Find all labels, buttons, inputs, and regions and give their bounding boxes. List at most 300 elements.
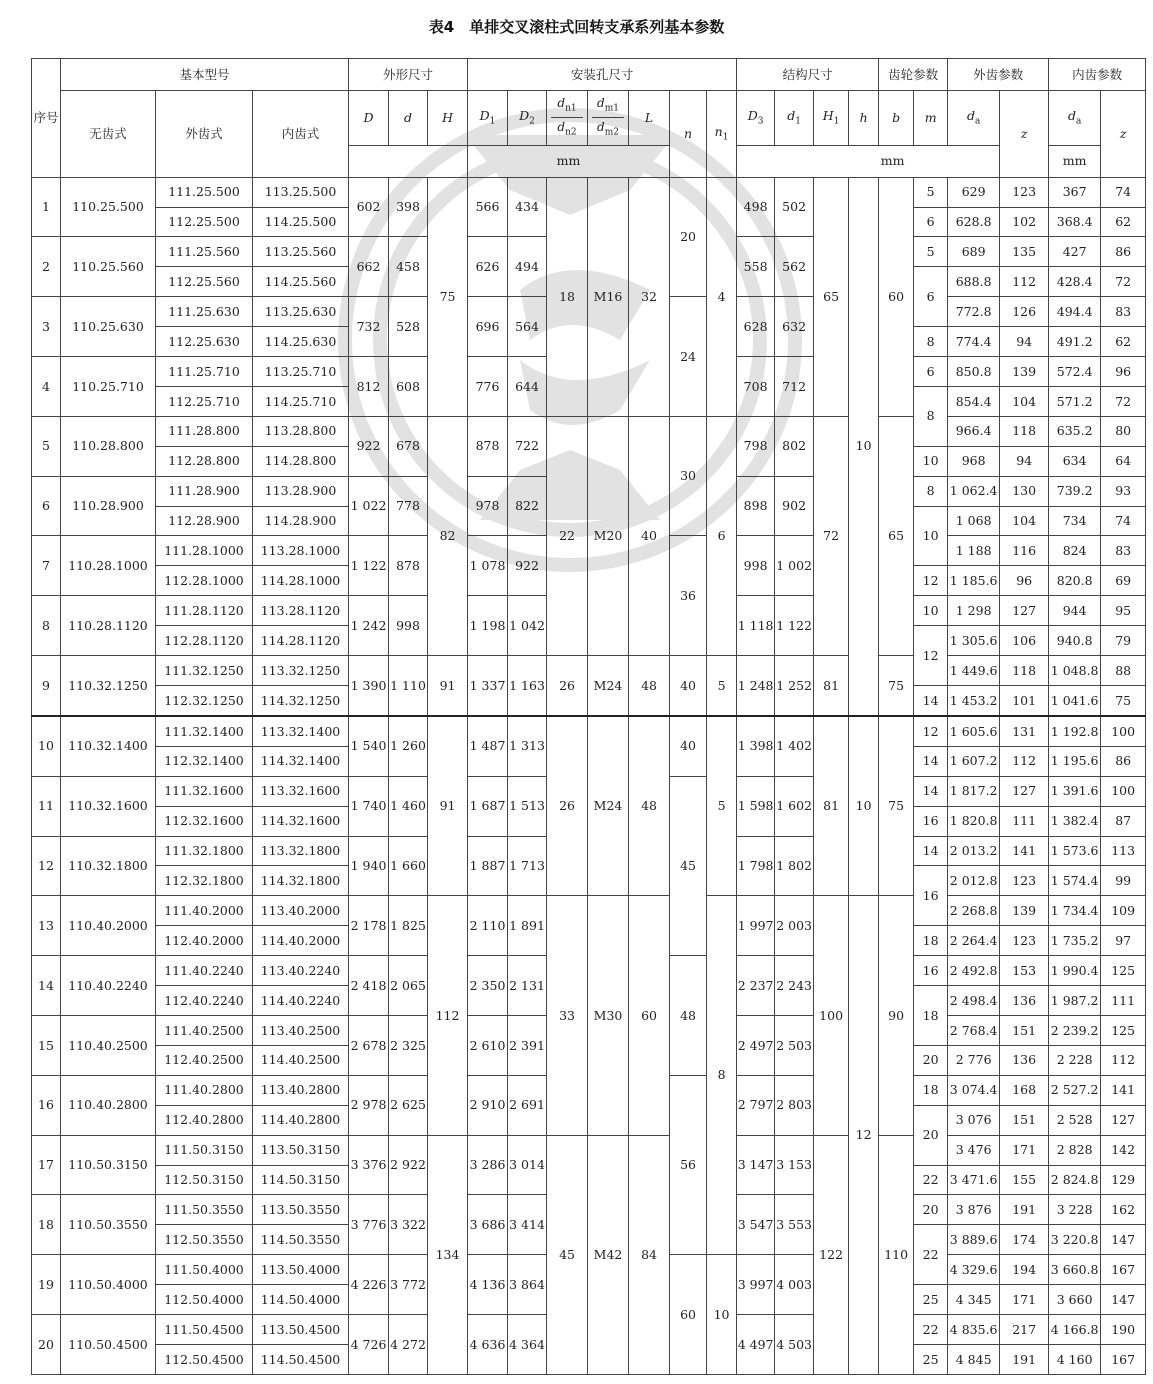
struct-D3: 1 798 <box>737 836 775 896</box>
int-z: 83 <box>1101 536 1146 566</box>
ext-da: 4 345 <box>948 1285 1000 1315</box>
model-no-gear: 110.25.560 <box>61 237 156 297</box>
header-D1-symbol: D <box>479 107 490 123</box>
length-L: 40 <box>629 416 670 655</box>
model-int-gear: 113.28.1120 <box>253 596 349 626</box>
hole-dn: 22 <box>547 416 588 655</box>
table-row <box>32 896 1146 926</box>
int-da: 1 382.4 <box>1049 806 1101 836</box>
int-z: 87 <box>1101 806 1146 836</box>
mount-D1: 878 <box>468 416 508 476</box>
model-int-gear: 114.32.1400 <box>253 746 349 776</box>
struct-d1: 2 003 <box>775 896 814 956</box>
ext-da: 1 188 <box>948 536 1000 566</box>
model-int-gear: 113.40.2240 <box>253 956 349 986</box>
model-ext-gear: 112.50.4500 <box>156 1344 253 1374</box>
int-z: 147 <box>1101 1225 1146 1255</box>
header-d-symbol: d <box>404 109 413 125</box>
gear-m: 12 <box>914 626 948 686</box>
int-z: 93 <box>1101 476 1146 506</box>
model-int-gear: 114.50.3150 <box>253 1165 349 1195</box>
gear-m: 20 <box>914 1045 948 1075</box>
model-ext-gear: 112.25.630 <box>156 327 253 357</box>
int-da: 427 <box>1049 237 1101 267</box>
mount-D1: 1 337 <box>468 656 508 716</box>
ext-da: 4 835.6 <box>948 1315 1000 1345</box>
ext-z: 104 <box>1000 386 1049 416</box>
int-z: 113 <box>1101 836 1146 866</box>
ext-da: 1 605.6 <box>948 716 1000 746</box>
model-int-gear: 114.25.710 <box>253 386 349 416</box>
struct-d1: 3 153 <box>775 1135 814 1195</box>
gear-m: 22 <box>914 1165 948 1195</box>
gear-b: 60 <box>879 177 914 416</box>
ext-z: 130 <box>1000 476 1049 506</box>
inner-d: 1 660 <box>389 836 428 896</box>
struct-d1: 1 402 <box>775 716 814 776</box>
ext-z: 191 <box>1000 1344 1049 1374</box>
ext-z: 174 <box>1000 1225 1049 1255</box>
holes-n1: 6 <box>707 416 737 655</box>
int-z: 64 <box>1101 446 1146 476</box>
model-no-gear: 110.25.500 <box>61 177 156 237</box>
header-seq: 序号 <box>32 59 61 178</box>
gear-b: 75 <box>879 716 914 896</box>
struct-D3: 998 <box>737 536 775 596</box>
ext-z: 106 <box>1000 626 1049 656</box>
int-z: 125 <box>1101 1016 1146 1046</box>
seq-cell: 19 <box>32 1255 61 1315</box>
ext-z: 131 <box>1000 716 1049 746</box>
unit-cell <box>349 145 468 177</box>
int-da: 2 239.2 <box>1049 1016 1101 1046</box>
table-title: 表4 单排交叉滚柱式回转支承系列基本参数 <box>428 18 725 36</box>
int-z: 72 <box>1101 267 1146 297</box>
outer-D: 3 776 <box>349 1195 389 1255</box>
holes-n: 60 <box>670 1255 707 1375</box>
struct-D3: 2 237 <box>737 956 775 1016</box>
header-H <box>428 90 468 145</box>
ext-da: 1 453.2 <box>948 686 1000 716</box>
model-int-gear: 113.28.800 <box>253 416 349 446</box>
model-ext-gear: 112.50.4000 <box>156 1285 253 1315</box>
ext-z: 168 <box>1000 1075 1049 1105</box>
ext-da: 772.8 <box>948 297 1000 327</box>
inner-d: 1 260 <box>389 716 428 776</box>
ext-z: 217 <box>1000 1315 1049 1345</box>
ext-z: 135 <box>1000 237 1049 267</box>
ext-da: 3 876 <box>948 1195 1000 1225</box>
ext-z: 191 <box>1000 1195 1049 1225</box>
header-b-symbol: b <box>892 109 901 125</box>
int-z: 86 <box>1101 746 1146 776</box>
header-n1-symbol: n <box>714 123 723 139</box>
model-ext-gear: 112.25.500 <box>156 207 253 237</box>
inner-d: 2 325 <box>389 1016 428 1076</box>
model-ext-gear: 112.50.3550 <box>156 1225 253 1255</box>
ext-z: 151 <box>1000 1105 1049 1135</box>
outer-D: 2 978 <box>349 1075 389 1135</box>
mount-D2: 2 691 <box>508 1075 547 1135</box>
gear-b: 75 <box>879 656 914 716</box>
struct-H1: 72 <box>814 416 849 655</box>
ext-z: 136 <box>1000 986 1049 1016</box>
header-d <box>389 90 428 145</box>
header-dn: $d_{n1}$ $d_{n2}$ <box>547 90 588 145</box>
int-z: 95 <box>1101 596 1146 626</box>
int-z: 125 <box>1101 956 1146 986</box>
header-int-gear: 内齿式 <box>253 90 349 177</box>
header-gear-param: 齿轮参数 <box>879 59 948 91</box>
struct-D3: 708 <box>737 357 775 417</box>
int-z: 62 <box>1101 327 1146 357</box>
ext-z: 139 <box>1000 357 1049 387</box>
seq-cell: 8 <box>32 596 61 656</box>
seq-cell: 15 <box>32 1016 61 1076</box>
model-int-gear: 114.28.1000 <box>253 566 349 596</box>
gear-m: 22 <box>914 1225 948 1285</box>
int-da: 3 220.8 <box>1049 1225 1101 1255</box>
int-da: 3 228 <box>1049 1195 1101 1225</box>
struct-D3: 2 797 <box>737 1075 775 1135</box>
struct-d1: 632 <box>775 297 814 357</box>
int-da: 368.4 <box>1049 207 1101 237</box>
seq-cell: 9 <box>32 656 61 716</box>
ext-z: 153 <box>1000 956 1049 986</box>
mount-D1: 4 636 <box>468 1315 508 1375</box>
header-D1 <box>468 90 508 145</box>
gear-m: 14 <box>914 836 948 866</box>
inner-d: 458 <box>389 237 428 297</box>
holes-n: 30 <box>670 416 707 536</box>
model-ext-gear: 111.25.630 <box>156 297 253 327</box>
length-L: 48 <box>629 716 670 896</box>
outer-D: 1 390 <box>349 656 389 716</box>
header-d1 <box>775 90 814 145</box>
ext-da: 1 185.6 <box>948 566 1000 596</box>
struct-D3: 628 <box>737 297 775 357</box>
model-no-gear: 110.28.800 <box>61 416 156 476</box>
mount-D2: 3 864 <box>508 1255 547 1315</box>
ext-da: 628.8 <box>948 207 1000 237</box>
struct-H1: 81 <box>814 716 849 896</box>
mount-D2: 644 <box>508 357 547 417</box>
ext-z: 171 <box>1000 1285 1049 1315</box>
header-int-z-symbol: z <box>1119 125 1127 141</box>
model-int-gear: 113.25.500 <box>253 177 349 207</box>
model-ext-gear: 111.50.3150 <box>156 1135 253 1165</box>
ext-z: 155 <box>1000 1165 1049 1195</box>
mount-D1: 696 <box>468 297 508 357</box>
int-da: 944 <box>1049 596 1101 626</box>
gear-m: 22 <box>914 1315 948 1345</box>
ext-da: 966.4 <box>948 416 1000 446</box>
outer-D: 732 <box>349 297 389 357</box>
struct-d1: 562 <box>775 237 814 297</box>
gear-m: 10 <box>914 596 948 626</box>
model-int-gear: 114.40.2500 <box>253 1045 349 1075</box>
gear-m: 5 <box>914 177 948 207</box>
struct-D3: 1 598 <box>737 776 775 836</box>
ext-z: 123 <box>1000 177 1049 207</box>
mount-D1: 1 198 <box>468 596 508 656</box>
struct-D3: 1 248 <box>737 656 775 716</box>
model-no-gear: 110.50.4500 <box>61 1315 156 1375</box>
inner-d: 778 <box>389 476 428 536</box>
int-da: 1 734.4 <box>1049 896 1101 926</box>
struct-d1: 802 <box>775 416 814 476</box>
struct-d1: 502 <box>775 177 814 237</box>
gear-m: 18 <box>914 926 948 956</box>
model-int-gear: 114.40.2240 <box>253 986 349 1016</box>
int-z: 100 <box>1101 716 1146 746</box>
header-H1-symbol: H <box>822 107 834 123</box>
model-no-gear: 110.50.4000 <box>61 1255 156 1315</box>
header-n <box>670 90 707 177</box>
hole-dn: 26 <box>547 716 588 896</box>
ext-da: 968 <box>948 446 1000 476</box>
table-row <box>32 416 1146 446</box>
hole-dn: 18 <box>547 177 588 416</box>
model-ext-gear: 112.32.1800 <box>156 866 253 896</box>
mount-D2: 2 391 <box>508 1016 547 1076</box>
header-mount: 安装孔尺寸 <box>468 59 737 91</box>
header-H1-subscript: 1 <box>833 116 840 127</box>
ext-da: 3 889.6 <box>948 1225 1000 1255</box>
mount-D2: 1 513 <box>508 776 547 836</box>
model-ext-gear: 111.28.900 <box>156 476 253 506</box>
model-ext-gear: 112.25.710 <box>156 386 253 416</box>
thread-dm: M24 <box>588 716 629 896</box>
header-m-symbol: m <box>924 109 937 125</box>
model-int-gear: 114.25.630 <box>253 327 349 357</box>
outer-D: 2 418 <box>349 956 389 1016</box>
thread-dm: M42 <box>588 1135 629 1374</box>
struct-D3: 3 547 <box>737 1195 775 1255</box>
model-ext-gear: 112.40.2800 <box>156 1105 253 1135</box>
header-b <box>879 90 914 145</box>
seq-cell: 3 <box>32 297 61 357</box>
ext-z: 111 <box>1000 806 1049 836</box>
model-int-gear: 114.32.1250 <box>253 686 349 716</box>
mount-D2: 922 <box>508 536 547 596</box>
unit-mm-mount: mm <box>468 145 670 177</box>
model-int-gear: 113.50.4500 <box>253 1315 349 1345</box>
model-ext-gear: 111.40.2500 <box>156 1016 253 1046</box>
ext-z: 94 <box>1000 446 1049 476</box>
model-int-gear: 113.28.1000 <box>253 536 349 566</box>
holes-n: 48 <box>670 956 707 1076</box>
holes-n1: 10 <box>707 1255 737 1375</box>
model-no-gear: 110.40.2000 <box>61 896 156 956</box>
mount-D2: 3 014 <box>508 1135 547 1195</box>
mount-D2: 4 364 <box>508 1315 547 1375</box>
mount-D1: 1 487 <box>468 716 508 776</box>
inner-d: 3 772 <box>389 1255 428 1315</box>
seq-cell: 17 <box>32 1135 61 1195</box>
header-int-da-symbol: d <box>1067 107 1076 123</box>
outer-D: 2 678 <box>349 1016 389 1076</box>
ext-z: 112 <box>1000 267 1049 297</box>
gear-m: 25 <box>914 1285 948 1315</box>
model-no-gear: 110.28.1000 <box>61 536 156 596</box>
outer-D: 1 022 <box>349 476 389 536</box>
height-H: 82 <box>428 416 468 655</box>
holes-n: 36 <box>670 536 707 656</box>
int-da: 1 192.8 <box>1049 716 1101 746</box>
mount-D1: 2 910 <box>468 1075 508 1135</box>
int-z: 86 <box>1101 237 1146 267</box>
struct-d1: 2 243 <box>775 956 814 1016</box>
ext-z: 104 <box>1000 506 1049 536</box>
struct-d1: 1 252 <box>775 656 814 716</box>
struct-d1: 2 803 <box>775 1075 814 1135</box>
mount-D2: 1 042 <box>508 596 547 656</box>
int-z: 162 <box>1101 1195 1146 1225</box>
holes-n: 20 <box>670 177 707 297</box>
int-da: 1 391.6 <box>1049 776 1101 806</box>
model-no-gear: 110.25.630 <box>61 297 156 357</box>
struct-D3: 2 497 <box>737 1016 775 1076</box>
ext-z: 171 <box>1000 1135 1049 1165</box>
int-z: 111 <box>1101 986 1146 1016</box>
inner-d: 1 110 <box>389 656 428 716</box>
model-ext-gear: 112.40.2500 <box>156 1045 253 1075</box>
ext-z: 136 <box>1000 1045 1049 1075</box>
struct-H1: 100 <box>814 896 849 1135</box>
int-z: 127 <box>1101 1105 1146 1135</box>
ext-da: 774.4 <box>948 327 1000 357</box>
ext-z: 127 <box>1000 776 1049 806</box>
ext-da: 1 062.4 <box>948 476 1000 506</box>
int-da: 1 735.2 <box>1049 926 1101 956</box>
int-z: 109 <box>1101 896 1146 926</box>
model-no-gear: 110.28.900 <box>61 476 156 536</box>
ext-z: 118 <box>1000 416 1049 446</box>
model-int-gear: 113.25.710 <box>253 357 349 387</box>
struct-D3: 3 147 <box>737 1135 775 1195</box>
gear-b: 110 <box>879 1135 914 1374</box>
int-z: 129 <box>1101 1165 1146 1195</box>
seq-cell: 13 <box>32 896 61 956</box>
model-int-gear: 114.32.1800 <box>253 866 349 896</box>
seq-cell: 16 <box>32 1075 61 1135</box>
model-int-gear: 113.50.3150 <box>253 1135 349 1165</box>
mount-D1: 1 887 <box>468 836 508 896</box>
ext-da: 2 768.4 <box>948 1016 1000 1046</box>
outer-D: 4 226 <box>349 1255 389 1315</box>
ext-da: 4 329.6 <box>948 1255 1000 1285</box>
bearing-params-table <box>31 58 1146 1375</box>
header-L-symbol: L <box>644 109 654 125</box>
holes-n: 56 <box>670 1075 707 1254</box>
ext-da: 2 013.2 <box>948 836 1000 866</box>
gear-m: 8 <box>914 476 948 506</box>
gear-m: 18 <box>914 1075 948 1105</box>
ext-z: 116 <box>1000 536 1049 566</box>
mount-D1: 4 136 <box>468 1255 508 1315</box>
int-z: 97 <box>1101 926 1146 956</box>
table-row <box>32 656 1146 686</box>
ext-z: 127 <box>1000 596 1049 626</box>
ext-da: 1 305.6 <box>948 626 1000 656</box>
model-int-gear: 113.50.3550 <box>253 1195 349 1225</box>
ext-da: 3 074.4 <box>948 1075 1000 1105</box>
gear-m: 6 <box>914 207 948 237</box>
int-da: 635.2 <box>1049 416 1101 446</box>
model-int-gear: 113.28.900 <box>253 476 349 506</box>
header-D1-subscript: 1 <box>489 116 496 127</box>
model-int-gear: 113.40.2500 <box>253 1016 349 1046</box>
model-ext-gear: 112.25.560 <box>156 267 253 297</box>
model-ext-gear: 111.50.3550 <box>156 1195 253 1225</box>
ext-da: 1 068 <box>948 506 1000 536</box>
header-ext-gear: 外齿式 <box>156 90 253 177</box>
gear-m: 14 <box>914 746 948 776</box>
model-ext-gear: 111.32.1800 <box>156 836 253 866</box>
mount-D2: 3 414 <box>508 1195 547 1255</box>
int-da: 940.8 <box>1049 626 1101 656</box>
int-da: 491.2 <box>1049 327 1101 357</box>
outer-D: 4 726 <box>349 1315 389 1375</box>
header-ext-z-symbol: z <box>1020 125 1028 141</box>
struct-h: 10 <box>849 177 879 716</box>
model-ext-gear: 111.50.4000 <box>156 1255 253 1285</box>
mount-D1: 2 350 <box>468 956 508 1016</box>
model-ext-gear: 112.50.3150 <box>156 1165 253 1195</box>
outer-D: 1 122 <box>349 536 389 596</box>
mount-D1: 2 610 <box>468 1016 508 1076</box>
struct-D3: 1 118 <box>737 596 775 656</box>
inner-d: 2 922 <box>389 1135 428 1195</box>
int-z: 100 <box>1101 776 1146 806</box>
model-no-gear: 110.32.1400 <box>61 716 156 776</box>
ext-da: 3 471.6 <box>948 1165 1000 1195</box>
seq-cell: 7 <box>32 536 61 596</box>
int-z: 112 <box>1101 1045 1146 1075</box>
holes-n1: 5 <box>707 656 737 716</box>
int-z: 142 <box>1101 1135 1146 1165</box>
model-int-gear: 113.25.560 <box>253 237 349 267</box>
model-int-gear: 114.50.4500 <box>253 1344 349 1374</box>
model-ext-gear: 111.25.500 <box>156 177 253 207</box>
model-no-gear: 110.40.2500 <box>61 1016 156 1076</box>
header-D2-symbol: D <box>519 107 530 123</box>
ext-z: 141 <box>1000 836 1049 866</box>
struct-D3: 798 <box>737 416 775 476</box>
gear-m: 6 <box>914 357 948 387</box>
int-da: 2 528 <box>1049 1105 1101 1135</box>
int-z: 167 <box>1101 1255 1146 1285</box>
int-da: 1 990.4 <box>1049 956 1101 986</box>
table-row <box>32 177 1146 207</box>
model-ext-gear: 111.28.800 <box>156 416 253 446</box>
int-da: 1 041.6 <box>1049 686 1101 716</box>
header-struct: 结构尺寸 <box>737 59 879 91</box>
mount-D2: 1 313 <box>508 716 547 776</box>
inner-d: 878 <box>389 536 428 596</box>
ext-z: 151 <box>1000 1016 1049 1046</box>
seq-cell: 14 <box>32 956 61 1016</box>
ext-da: 689 <box>948 237 1000 267</box>
int-da: 2 824.8 <box>1049 1165 1101 1195</box>
struct-d1: 1 122 <box>775 596 814 656</box>
header-model: 基本型号 <box>61 59 349 91</box>
outer-D: 812 <box>349 357 389 417</box>
header-L <box>629 90 670 145</box>
length-L: 32 <box>629 177 670 416</box>
mount-D2: 822 <box>508 476 547 536</box>
